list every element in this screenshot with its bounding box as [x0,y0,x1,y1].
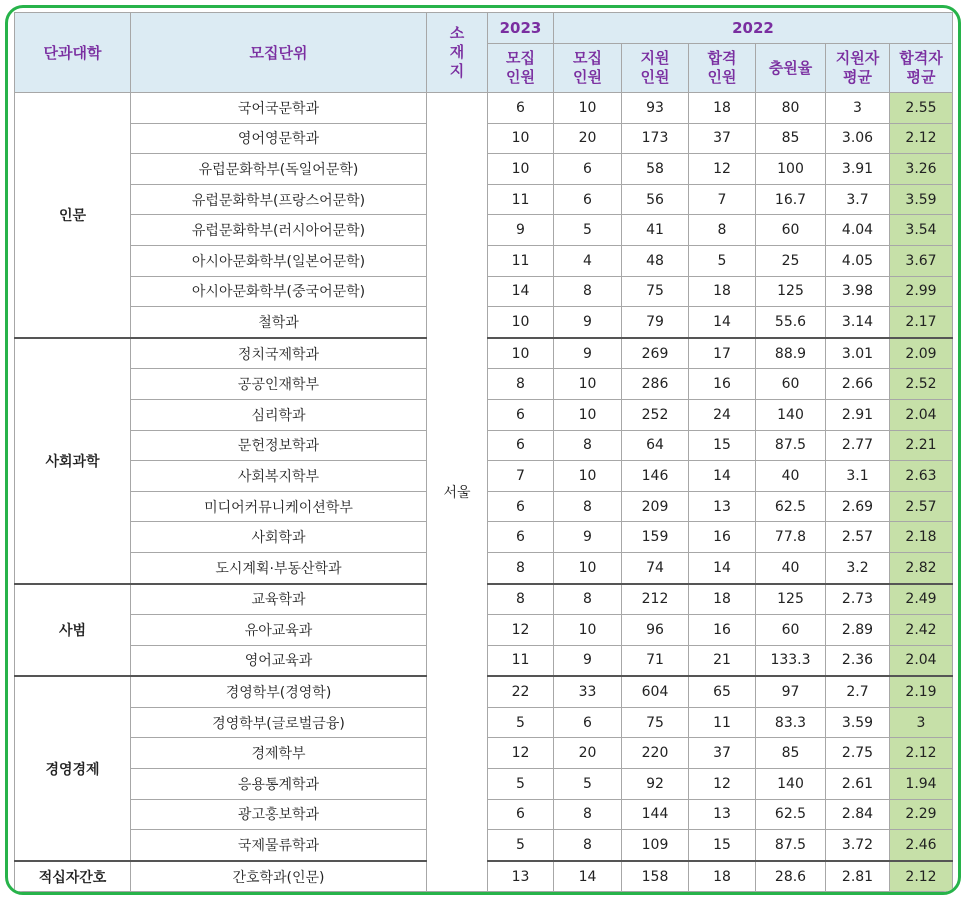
accepted-avg-cell: 3.59 [890,184,953,215]
recruit-2022-cell: 8 [554,799,622,830]
fill-rate-cell: 80 [756,93,826,124]
applicants-cell: 286 [622,369,689,400]
accepted-avg-cell: 2.52 [890,369,953,400]
applicant-avg-cell: 3.14 [826,307,890,338]
recruit-2023-cell: 10 [488,307,554,338]
accepted-cell: 14 [689,307,756,338]
unit-cell: 유럽문화학부(러시아어문학) [131,215,427,246]
accepted-cell: 37 [689,123,756,154]
recruit-2023-cell: 5 [488,707,554,738]
recruit-2022-cell: 9 [554,645,622,676]
applicant-avg-cell: 3 [826,93,890,124]
accepted-avg-cell: 2.18 [890,522,953,553]
recruit-2022-cell: 5 [554,769,622,800]
recruit-2022-cell: 8 [554,830,622,861]
accepted-avg-cell: 2.46 [890,830,953,861]
admission-table-frame [5,5,961,895]
applicants-cell: 93 [622,93,689,124]
unit-cell: 경영학부(글로벌금융) [131,707,427,738]
accepted-cell: 16 [689,522,756,553]
fill-rate-cell: 60 [756,369,826,400]
unit-cell: 간호학과(인문) [131,861,427,892]
header-accepted: 합격 인원 [689,44,756,93]
recruit-2023-cell: 5 [488,769,554,800]
header-year-2022: 2022 [554,13,953,44]
college-cell: 인문 [15,93,131,338]
admission-results-table [14,12,953,892]
recruit-2023-cell: 14 [488,276,554,307]
applicants-cell: 158 [622,861,689,892]
applicant-avg-cell: 3.1 [826,461,890,492]
recruit-2023-cell: 8 [488,584,554,615]
accepted-avg-cell: 2.12 [890,123,953,154]
accepted-avg-cell: 2.12 [890,861,953,892]
accepted-avg-cell: 3.67 [890,245,953,276]
applicants-cell: 269 [622,338,689,369]
applicants-cell: 92 [622,769,689,800]
accepted-avg-cell: 1.94 [890,769,953,800]
applicant-avg-cell: 3.91 [826,154,890,185]
applicant-avg-cell: 2.73 [826,584,890,615]
accepted-cell: 15 [689,430,756,461]
fill-rate-cell: 133.3 [756,645,826,676]
accepted-avg-cell: 2.12 [890,738,953,769]
unit-cell: 문헌정보학과 [131,430,427,461]
recruit-2023-cell: 6 [488,430,554,461]
fill-rate-cell: 40 [756,552,826,583]
college-cell: 경영경제 [15,676,131,861]
fill-rate-cell: 83.3 [756,707,826,738]
accepted-cell: 12 [689,154,756,185]
recruit-2022-cell: 6 [554,184,622,215]
accepted-avg-cell: 2.17 [890,307,953,338]
applicants-cell: 144 [622,799,689,830]
applicant-avg-cell: 2.81 [826,861,890,892]
table-row [15,93,953,124]
fill-rate-cell: 125 [756,276,826,307]
accepted-cell: 15 [689,830,756,861]
accepted-avg-cell: 3.54 [890,215,953,246]
accepted-avg-cell: 2.04 [890,645,953,676]
accepted-cell: 8 [689,215,756,246]
accepted-cell: 11 [689,707,756,738]
unit-cell: 사회학과 [131,522,427,553]
applicant-avg-cell: 3.01 [826,338,890,369]
applicant-avg-cell: 3.7 [826,184,890,215]
accepted-cell: 18 [689,861,756,892]
applicants-cell: 48 [622,245,689,276]
recruit-2023-cell: 6 [488,799,554,830]
accepted-cell: 14 [689,461,756,492]
fill-rate-cell: 125 [756,584,826,615]
recruit-2023-cell: 10 [488,338,554,369]
applicant-avg-cell: 2.7 [826,676,890,707]
recruit-2023-cell: 9 [488,215,554,246]
applicant-avg-cell: 2.57 [826,522,890,553]
fill-rate-cell: 62.5 [756,799,826,830]
recruit-2023-cell: 11 [488,645,554,676]
applicant-avg-cell: 2.69 [826,491,890,522]
applicants-cell: 96 [622,615,689,646]
applicant-avg-cell: 3.72 [826,830,890,861]
recruit-2023-cell: 12 [488,615,554,646]
recruit-2022-cell: 9 [554,307,622,338]
fill-rate-cell: 60 [756,615,826,646]
recruit-2023-cell: 22 [488,676,554,707]
unit-cell: 경영학부(경영학) [131,676,427,707]
applicants-cell: 58 [622,154,689,185]
recruit-2023-cell: 7 [488,461,554,492]
recruit-2023-cell: 10 [488,123,554,154]
accepted-avg-cell: 2.09 [890,338,953,369]
accepted-cell: 12 [689,769,756,800]
unit-cell: 미디어커뮤니케이션학부 [131,491,427,522]
unit-cell: 광고홍보학과 [131,799,427,830]
unit-cell: 심리학과 [131,399,427,430]
applicants-cell: 173 [622,123,689,154]
accepted-avg-cell: 2.55 [890,93,953,124]
header-year-2023: 2023 [488,13,554,44]
recruit-2023-cell: 5 [488,830,554,861]
college-cell: 적십자간호 [15,861,131,892]
accepted-cell: 18 [689,584,756,615]
unit-cell: 철학과 [131,307,427,338]
college-cell: 사범 [15,584,131,677]
header-fill-rate: 충원율 [756,44,826,93]
accepted-avg-cell: 2.63 [890,461,953,492]
unit-cell: 국어국문학과 [131,93,427,124]
applicant-avg-cell: 3.98 [826,276,890,307]
accepted-cell: 24 [689,399,756,430]
applicant-avg-cell: 3.06 [826,123,890,154]
applicants-cell: 252 [622,399,689,430]
accepted-avg-cell: 2.04 [890,399,953,430]
fill-rate-cell: 85 [756,738,826,769]
fill-rate-cell: 85 [756,123,826,154]
accepted-avg-cell: 2.82 [890,552,953,583]
unit-cell: 유럽문화학부(프랑스어문학) [131,184,427,215]
accepted-cell: 16 [689,615,756,646]
recruit-2022-cell: 8 [554,430,622,461]
fill-rate-cell: 140 [756,399,826,430]
recruit-2022-cell: 20 [554,123,622,154]
recruit-2022-cell: 10 [554,552,622,583]
college-cell: 사회과학 [15,338,131,584]
recruit-2022-cell: 4 [554,245,622,276]
accepted-avg-cell: 2.19 [890,676,953,707]
table-body [15,93,953,892]
recruit-2022-cell: 10 [554,93,622,124]
unit-cell: 영어교육과 [131,645,427,676]
applicants-cell: 109 [622,830,689,861]
accepted-avg-cell: 2.29 [890,799,953,830]
accepted-avg-cell: 2.57 [890,491,953,522]
header-unit: 모집단위 [131,13,427,93]
recruit-2022-cell: 10 [554,615,622,646]
header-recruit-2023: 모집 인원 [488,44,554,93]
recruit-2022-cell: 8 [554,276,622,307]
unit-cell: 유럽문화학부(독일어문학) [131,154,427,185]
applicants-cell: 41 [622,215,689,246]
unit-cell: 영어영문학과 [131,123,427,154]
unit-cell: 국제물류학과 [131,830,427,861]
header-accepted-avg: 합격자 평균 [890,44,953,93]
fill-rate-cell: 28.6 [756,861,826,892]
accepted-avg-cell: 2.49 [890,584,953,615]
recruit-2022-cell: 8 [554,491,622,522]
recruit-2023-cell: 6 [488,93,554,124]
fill-rate-cell: 140 [756,769,826,800]
unit-cell: 교육학과 [131,584,427,615]
unit-cell: 도시계획·부동산학과 [131,552,427,583]
recruit-2022-cell: 10 [554,461,622,492]
applicant-avg-cell: 2.61 [826,769,890,800]
recruit-2023-cell: 12 [488,738,554,769]
accepted-cell: 65 [689,676,756,707]
recruit-2022-cell: 9 [554,338,622,369]
fill-rate-cell: 88.9 [756,338,826,369]
header-recruit-2022: 모집 인원 [554,44,622,93]
header-applicant-avg: 지원자 평균 [826,44,890,93]
applicants-cell: 71 [622,645,689,676]
applicant-avg-cell: 4.04 [826,215,890,246]
fill-rate-cell: 25 [756,245,826,276]
fill-rate-cell: 16.7 [756,184,826,215]
accepted-avg-cell: 2.42 [890,615,953,646]
applicants-cell: 74 [622,552,689,583]
fill-rate-cell: 40 [756,461,826,492]
unit-cell: 유아교육과 [131,615,427,646]
applicant-avg-cell: 2.75 [826,738,890,769]
applicants-cell: 75 [622,276,689,307]
fill-rate-cell: 77.8 [756,522,826,553]
fill-rate-cell: 87.5 [756,830,826,861]
applicant-avg-cell: 2.91 [826,399,890,430]
applicants-cell: 212 [622,584,689,615]
recruit-2022-cell: 8 [554,584,622,615]
recruit-2023-cell: 11 [488,245,554,276]
applicants-cell: 75 [622,707,689,738]
unit-cell: 아시아문화학부(일본어문학) [131,245,427,276]
applicant-avg-cell: 4.05 [826,245,890,276]
recruit-2023-cell: 8 [488,369,554,400]
fill-rate-cell: 87.5 [756,430,826,461]
header-location: 소 재 지 [427,13,488,93]
accepted-cell: 13 [689,491,756,522]
recruit-2023-cell: 6 [488,522,554,553]
unit-cell: 경제학부 [131,738,427,769]
recruit-2023-cell: 6 [488,491,554,522]
accepted-cell: 13 [689,799,756,830]
applicant-avg-cell: 2.36 [826,645,890,676]
recruit-2022-cell: 20 [554,738,622,769]
recruit-2023-cell: 8 [488,552,554,583]
unit-cell: 응용통계학과 [131,769,427,800]
applicant-avg-cell: 2.66 [826,369,890,400]
accepted-cell: 7 [689,184,756,215]
accepted-avg-cell: 2.21 [890,430,953,461]
recruit-2023-cell: 10 [488,154,554,185]
accepted-avg-cell: 3 [890,707,953,738]
applicants-cell: 79 [622,307,689,338]
recruit-2022-cell: 33 [554,676,622,707]
accepted-cell: 18 [689,93,756,124]
unit-cell: 아시아문화학부(중국어문학) [131,276,427,307]
applicants-cell: 56 [622,184,689,215]
recruit-2022-cell: 9 [554,522,622,553]
applicant-avg-cell: 2.84 [826,799,890,830]
accepted-cell: 37 [689,738,756,769]
recruit-2023-cell: 6 [488,399,554,430]
applicant-avg-cell: 3.2 [826,552,890,583]
applicants-cell: 209 [622,491,689,522]
recruit-2022-cell: 14 [554,861,622,892]
accepted-avg-cell: 3.26 [890,154,953,185]
recruit-2022-cell: 10 [554,399,622,430]
recruit-2022-cell: 10 [554,369,622,400]
recruit-2022-cell: 6 [554,154,622,185]
fill-rate-cell: 62.5 [756,491,826,522]
applicant-avg-cell: 2.89 [826,615,890,646]
accepted-cell: 21 [689,645,756,676]
header-college: 단과대학 [15,13,131,93]
fill-rate-cell: 55.6 [756,307,826,338]
recruit-2023-cell: 13 [488,861,554,892]
unit-cell: 사회복지학부 [131,461,427,492]
accepted-cell: 14 [689,552,756,583]
applicant-avg-cell: 3.59 [826,707,890,738]
accepted-cell: 16 [689,369,756,400]
recruit-2023-cell: 11 [488,184,554,215]
accepted-cell: 17 [689,338,756,369]
applicant-avg-cell: 2.77 [826,430,890,461]
unit-cell: 정치국제학과 [131,338,427,369]
fill-rate-cell: 97 [756,676,826,707]
header-applicants: 지원 인원 [622,44,689,93]
applicants-cell: 220 [622,738,689,769]
applicants-cell: 146 [622,461,689,492]
location-cell: 서울 [427,93,488,892]
applicants-cell: 159 [622,522,689,553]
applicants-cell: 604 [622,676,689,707]
applicants-cell: 64 [622,430,689,461]
accepted-avg-cell: 2.99 [890,276,953,307]
fill-rate-cell: 60 [756,215,826,246]
recruit-2022-cell: 5 [554,215,622,246]
fill-rate-cell: 100 [756,154,826,185]
accepted-cell: 5 [689,245,756,276]
recruit-2022-cell: 6 [554,707,622,738]
accepted-cell: 18 [689,276,756,307]
unit-cell: 공공인재학부 [131,369,427,400]
